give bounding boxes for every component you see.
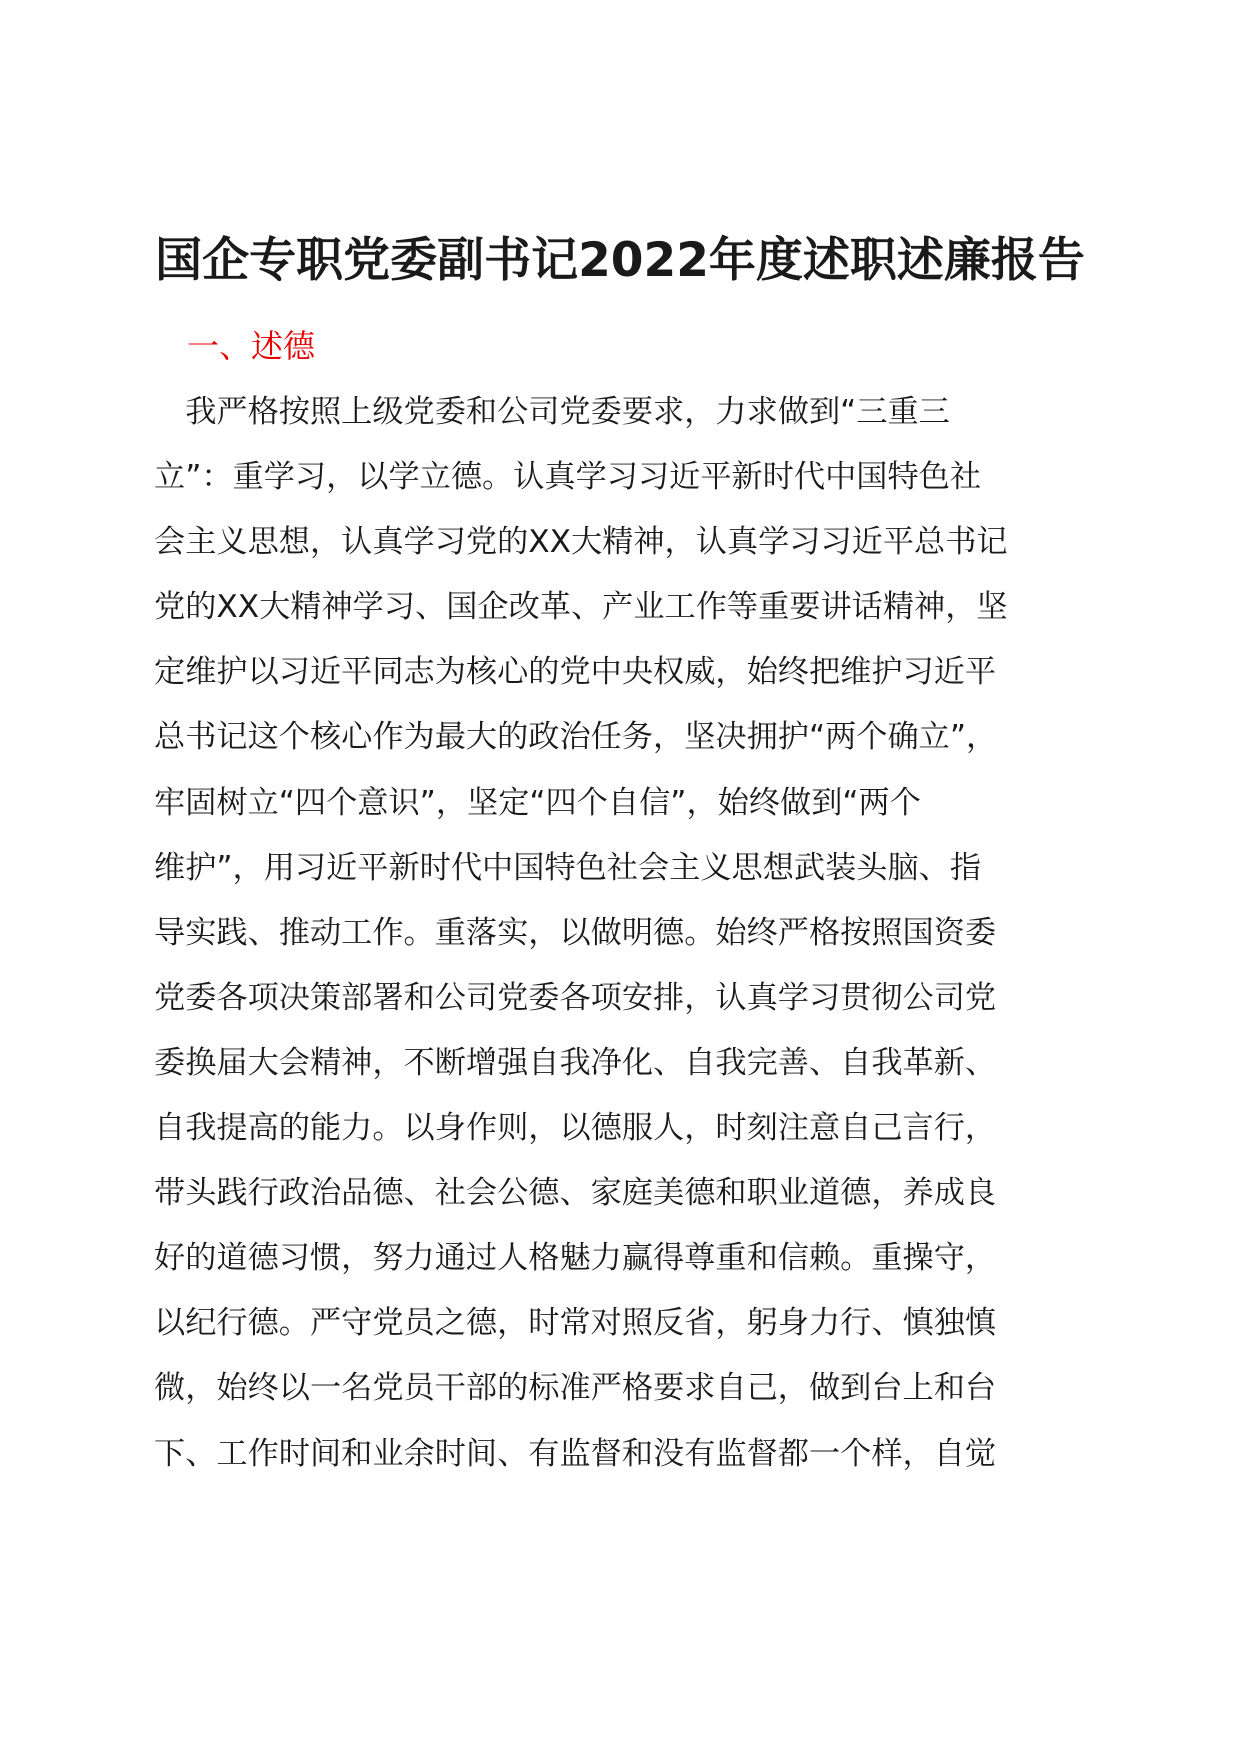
paragraph-line: 会主义思想，认真学习党的XX大精神，认真学习习近平总书记 — [154, 524, 1008, 561]
section-heading: 一、述德 — [187, 327, 316, 365]
paragraph-line: 自我提高的能力。以身作则，以德服人，时刻注意自己言行， — [154, 1110, 997, 1147]
paragraph-line: 维护”，用习近平新时代中国特色社会主义思想武装头脑、指 — [154, 849, 982, 886]
paragraph-line: 党的XX大精神学习、国企改革、产业工作等重要讲话精神，坚 — [154, 589, 1008, 626]
paragraph-line: 定维护以习近平同志为核心的党中央权威，始终把维护习近平 — [154, 654, 997, 691]
paragraph-line: 以纪行德。严守党员之德，时常对照反省，躬身力行、慎独慎 — [154, 1305, 997, 1342]
paragraph-line: 牢固树立“四个意识”，坚定“四个自信”，始终做到“两个 — [154, 784, 921, 821]
document-title: 国企专职党委副书记2022年度述职述廉报告 — [155, 233, 1085, 288]
paragraph-line: 带头践行政治品德、社会公德、家庭美德和职业道德，养成良 — [154, 1175, 997, 1212]
paragraph-line: 立”：重学习，以学立德。认真学习习近平新时代中国特色社 — [154, 459, 982, 496]
paragraph-line: 党委各项决策部署和公司党委各项安排，认真学习贯彻公司党 — [154, 979, 997, 1016]
paragraph-line: 导实践、推动工作。重落实，以做明德。始终严格按照国资委 — [154, 914, 997, 951]
paragraph-line: 微，始终以一名党员干部的标准严格要求自己，做到台上和台 — [154, 1370, 997, 1407]
body-paragraph — [154, 380, 1094, 1487]
paragraph-line: 下、工作时间和业余时间、有监督和没有监督都一个样，自觉 — [154, 1435, 997, 1472]
paragraph-line: 我严格按照上级党委和公司党委要求，力求做到“三重三 — [154, 394, 950, 430]
paragraph-line: 好的道德习惯，努力通过人格魅力赢得尊重和信赖。重操守， — [154, 1240, 997, 1277]
paragraph-line: 委换届大会精神，不断增强自我净化、自我完善、自我革新、 — [154, 1044, 997, 1081]
paragraph-line: 总书记这个核心作为最大的政治任务，坚决拥护“两个确立”， — [154, 719, 998, 756]
